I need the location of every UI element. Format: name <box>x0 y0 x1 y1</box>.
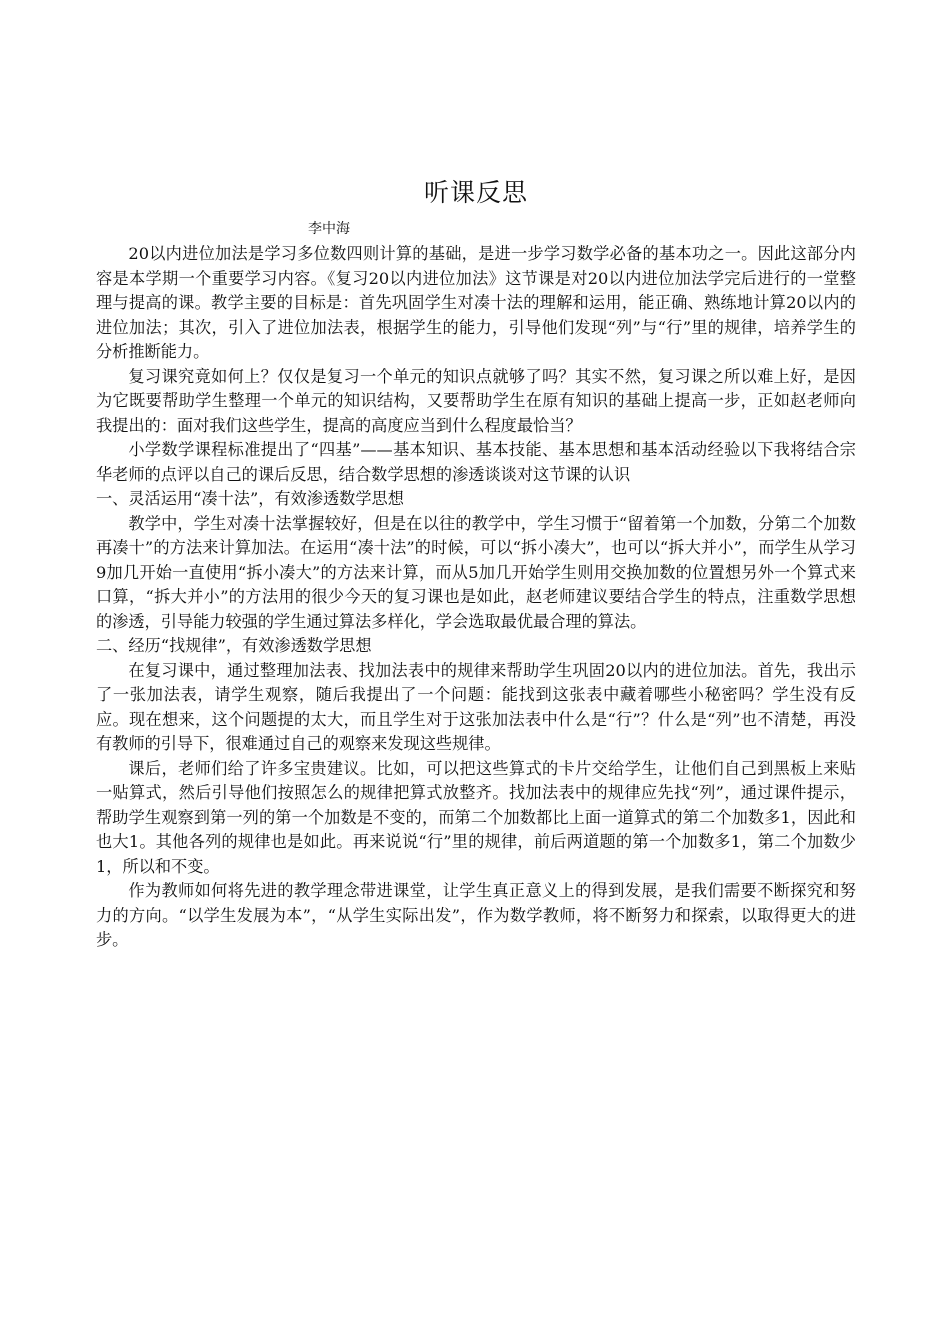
document-title: 听课反思 <box>423 178 528 207</box>
author-name: 李中海 <box>308 221 350 237</box>
document-page <box>96 0 856 1344</box>
paragraph-conclusion: 作为教师如何将先进的教学理念带进课堂，让学生真正意义上的得到发展，是我们需要不断探究和努力的方向。“以学生发展为本”，“从学生实际出发”，作为数学教师，将不断努力和探索，以取得更大的进步。 <box>96 881 856 949</box>
document-body <box>96 242 856 953</box>
paragraph-four-basics: 小学数学课程标准提出了“四基”——基本知识、基本技能、基本思想和基本活动经验以下我将结合宗华老师的点评以自己的课后反思，结合数学思想的渗透谈谈对这节课的认识 <box>96 440 856 484</box>
paragraph-make-ten: 教学中，学生对凑十法掌握较好，但是在以往的教学中，学生习惯于“留着第一个加数，分第二个加数再凑十”的方法来计算加法。在运用“凑十法”的时候，可以“拆小凑大”，也可以“拆大并小”，而学生从学习9加几开始一直使用“拆小凑大”的方法来计算，而从5加几开始学生则用交换加数的位置想另外一个算式来口算，“拆大并小”的方法用的很少今天的复习课也是如此，赵老师建议要结合学生的特点，注重数学思想的渗透，引导能力较强的学生通过算法多样化，学会选取最优最合理的算法。 <box>96 513 856 631</box>
paragraph-review-question: 复习课究竟如何上？仅仅是复习一个单元的知识点就够了吗？其实不然，复习课之所以难上好，是因为它既要帮助学生整理一个单元的知识结构，又要帮助学生在原有知识的基础上提高一步，正如赵老师向我提出的：面对我们这些学生，提高的高度应当到什么程度最恰当？ <box>96 366 856 435</box>
section-heading-1: 一、灵活运用“凑十法”，有效渗透数学思想 <box>96 489 404 508</box>
paragraph-suggestions: 课后，老师们给了许多宝贵建议。比如，可以把这些算式的卡片交给学生，让他们自己到黑板上来贴一贴算式，然后引导他们按照怎么的规律把算式放整齐。找加法表中的规律应先找“列”，通过课件提示，帮助学生观察到第一列的第一个加数是不变的，而第二个加数都比上面一道算式的第二个加数多1，因此和也大1。其他各列的规律也是如此。再来说说“行”里的规律，前后两道题的第一个加数多1，第二个加数少1，所以和不变。 <box>96 758 856 876</box>
paragraph-find-pattern: 在复习课中，通过整理加法表、找加法表中的规律来帮助学生巩固20以内的进位加法。首先，我出示了一张加法表，请学生观察，随后我提出了一个问题：能找到这张表中藏着哪些小秘密吗？学生没有反应。现在想来，这个问题提的太大，而且学生对于这张加法表中什么是“行”？什么是“列”也不清楚，再没有教师的引导下，很难通过自己的观察来发现这些规律。 <box>96 660 856 753</box>
paragraph-intro: 20以内进位加法是学习多位数四则计算的基础，是进一步学习数学必备的基本功之一。因此这部分内容是本学期一个重要学习内容。《复习20以内进位加法》这节课是对20以内进位加法学完后进行的一堂整理与提高的课。教学主要的目标是：首先巩固学生对凑十法的理解和运用，能正确、熟练地计算20以内的进位加法；其次，引入了进位加法表，根据学生的能力，引导他们发现“列”与“行”里的规律，培养学生的分析推断能力。 <box>96 244 856 361</box>
section-heading-2: 二、经历“找规律”，有效渗透数学思想 <box>96 636 372 655</box>
